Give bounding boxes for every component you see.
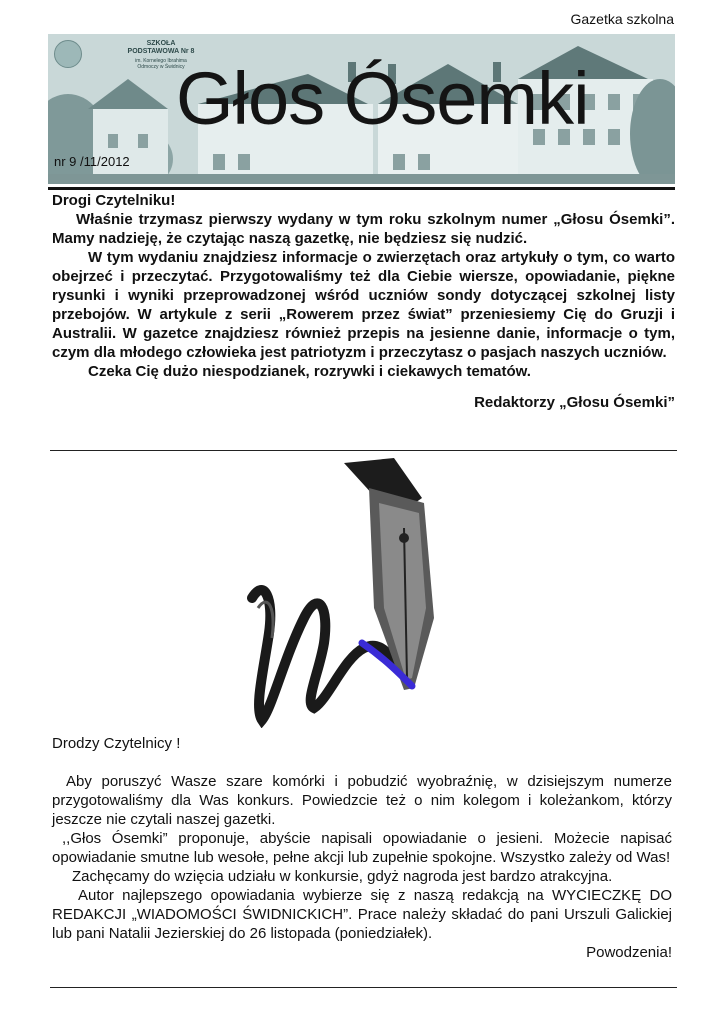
masthead-title: Głos Ósemki	[176, 57, 589, 140]
contest-announcement	[52, 734, 672, 962]
intro-paragraph-3: Czeka Cię dużo niespodzianek, rozrywki i ciekawych tematów.	[88, 363, 531, 380]
footer-rule	[50, 987, 677, 988]
issue-number: nr 9 /11/2012	[54, 154, 130, 169]
contest-greeting: Drodzy Czytelnicy !	[52, 735, 181, 752]
top-label: Gazetka szkolna	[570, 11, 674, 27]
contest-paragraph-2: ,,Głos Ósemki” proponuje, abyście napisali opowiadanie o jesieni. Możecie napisać opowiadanie smutne lub wesołe, pełne akcji lub zupełnie spokojne. Wszystko zależy od Was!	[52, 830, 672, 866]
masthead-banner	[48, 34, 675, 184]
fountain-pen-illustration	[244, 458, 440, 728]
editorial-intro	[52, 191, 675, 412]
contest-paragraph-4: Autor najlepszego opowiadania wybierze się z naszą redakcją na WYCIECZKĘ DO REDAKCJI „WIADOMOŚCI ŚWIDNICKICH”. Prace należy składać do pani Urszuli Galickiej lub pani Natalii Jezierskiej do 26 listopada (poniedziałek).	[52, 887, 672, 942]
masthead-rule	[48, 187, 675, 190]
contest-paragraph-3: Zachęcamy do wzięcia udziału w konkursie, gdyż nagroda jest bardzo atrakcyjna.	[72, 868, 613, 885]
school-subtitle: im. Kornelego Ibrahima Odmoczy w Świdnicy	[135, 58, 187, 70]
school-logo-icon	[54, 40, 82, 68]
school-name: SZKOŁA PODSTAWOWA Nr 8	[127, 40, 195, 55]
intro-signature: Redaktorzy „Głosu Ósemki”	[474, 394, 675, 411]
contest-closing: Powodzenia!	[586, 944, 672, 961]
contest-paragraph-1: Aby poruszyć Wasze szare komórki i pobudzić wyobraźnię, w dzisiejszym numerze przygotowaliśmy dla Was konkurs. Powiedzcie też o nim kolegom i koleżankom, którzy jeszcze nie czytali naszej gazetki.	[52, 773, 672, 828]
intro-paragraph-2: W tym wydaniu znajdziesz informacje o zwierzętach oraz artykuły o tym, co warto obejrzeć i przeczytać. Przygotowaliśmy też dla Ciebie wiersze, opowiadanie, piękne rysunki i wyniki przeprowadzonej wśród uczniów sondy dotyczącej szkolnej listy przebojów. W artykule z serii „Rowerem przez świat” przeniesiemy Cię do Gruzji i Australii. W gazetce znajdziesz również przepis na jesienne danie, informacje o tym, czym dla młodego człowieka jest patriotyzm i przeczytasz o pasjach naszych uczniów.	[52, 249, 675, 361]
intro-greeting: Drogi Czytelniku!	[52, 192, 176, 209]
intro-paragraph-1: Właśnie trzymasz pierwszy wydany w tym roku szkolnym numer „Głosu Ósemki”. Mamy nadzieję, że czytając naszą gazetkę, nie będziesz się nudzić.	[52, 211, 675, 247]
section-divider	[50, 450, 677, 451]
